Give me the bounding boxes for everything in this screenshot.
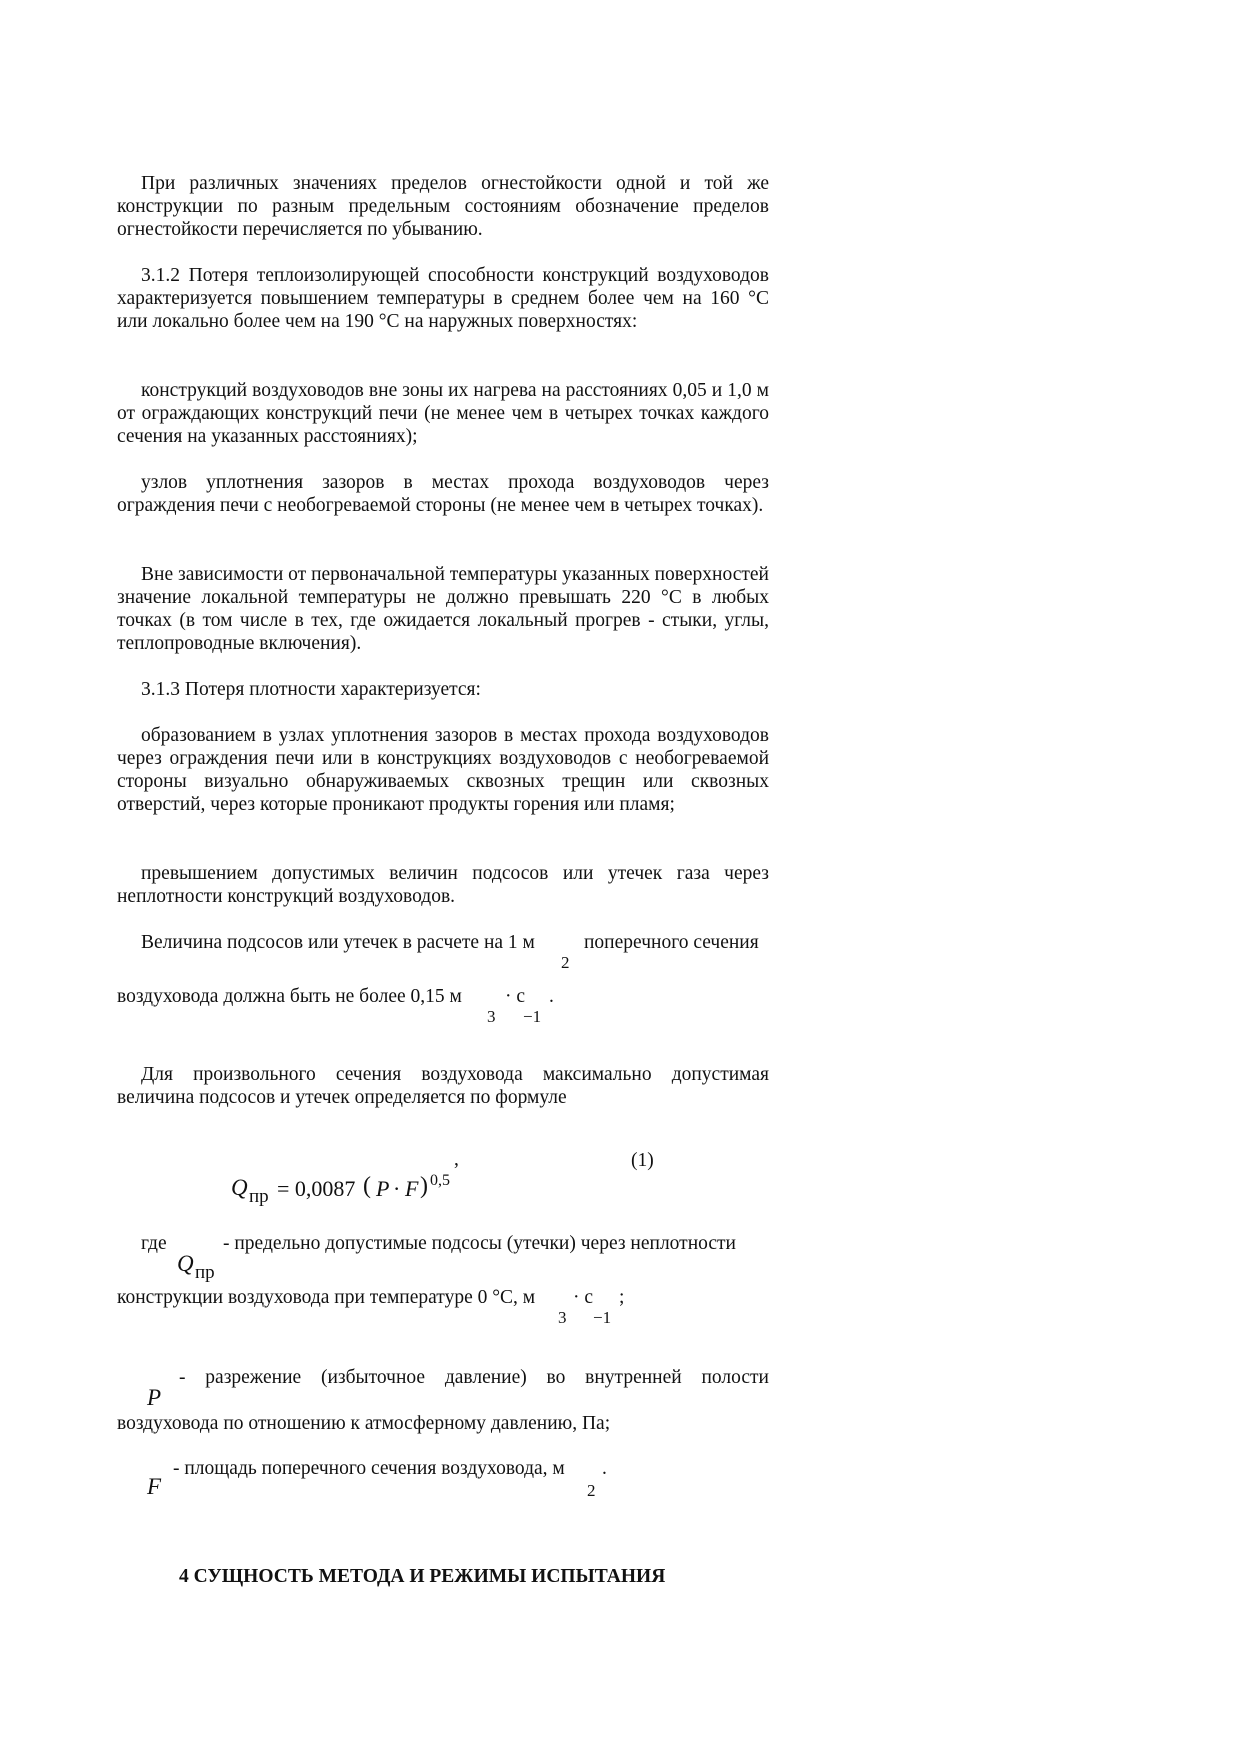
formula-comma: , — [454, 1149, 459, 1170]
definition-q-line2: конструкции воздуховода при температуре 0 °С, м — [117, 1287, 536, 1308]
paragraph-fire-resistance-order: При различных значениях пределов огнестойкости одной и той же конструкции по разным предельным состояниям обозначение пределов огнестойкости перечисляется по убыванию. — [117, 173, 769, 240]
paragraph-formula-intro: Для произвольного сечения воздуховода максимально допустимая величина подсосов и утечек определяется по формуле — [117, 1064, 769, 1108]
paragraph-seal-nodes: узлов уплотнения зазоров в местах прохода воздуховодов через ограждения печи с необогреваемой стороны (не менее чем в четырех точках). — [117, 472, 769, 516]
paragraph-3-1-2: 3.1.2 Потеря теплоизолирующей способности конструкций воздуховодов характеризуется повышением температуры в среднем более чем на 160 °С или локально более чем на 190 °С на наружных поверхностях: — [117, 265, 769, 332]
paragraph-cracks: образованием в узлах уплотнения зазоров в местах прохода воздуховодов через ограждения печи или в конструкциях воздуховодов с необогреваемой стороны визуально обнаруживаемых сквозных трещин или сквозных отверстий, через которые проникают продукты горения или пламя; — [117, 725, 769, 815]
leak-rate-line2: воздуховода должна быть не более 0,15 м — [117, 986, 462, 1007]
definition-f-period: . — [602, 1458, 607, 1479]
leak-rate-period: . — [549, 986, 554, 1007]
definition-f-exponent: 2 — [587, 1481, 596, 1500]
definition-q-semicolon: ; — [619, 1287, 625, 1308]
formula-q-subscript: пр — [249, 1186, 269, 1207]
definition-q-seconds: · с — [573, 1287, 594, 1308]
formula-open-paren: ( — [363, 1173, 371, 1199]
paragraph-local-temperature: Вне зависимости от первоначальной температуры указанных поверхностей значение локальной температуры не должно превышать 220 °С в любых точках (в том числе в тех, где ожидается локальный прогрев - стыки, углы, теплопроводные включения). — [117, 564, 769, 654]
formula-f-symbol: F — [405, 1176, 419, 1201]
leak-rate-m-exponent: 3 — [487, 1007, 496, 1026]
where-label: где — [141, 1233, 167, 1254]
formula-p-symbol: P — [376, 1176, 390, 1201]
formula-number: (1) — [631, 1150, 654, 1171]
leak-rate-unit-exponent: 2 — [561, 953, 570, 972]
definition-q-s-exponent: −1 — [593, 1308, 612, 1327]
leak-rate-line1-tail: поперечного сечения — [584, 932, 759, 953]
definition-p-description: - разрежение (избыточное давление) во внутренней полости — [179, 1367, 769, 1388]
section-heading: 4 СУЩНОСТЬ МЕТОДА И РЕЖИМЫ ИСПЫТАНИЯ — [179, 1566, 666, 1587]
formula-q-symbol: Q — [231, 1175, 248, 1200]
definition-p-symbol: P — [147, 1385, 162, 1410]
definition-f-symbol: F — [147, 1474, 162, 1499]
leak-rate-line1: Величина подсосов или утечек в расчете на 1 м — [141, 932, 535, 953]
leak-rate-seconds: · с — [505, 986, 526, 1007]
definition-q-description: - предельно допустимые подсосы (утечки) через неплотности — [223, 1233, 736, 1254]
definition-p-line2: воздуховода по отношению к атмосферному давлению, Па; — [117, 1413, 611, 1434]
definition-q-m-exponent: 3 — [558, 1308, 567, 1327]
paragraph-duct-zone: конструкций воздуховодов вне зоны их нагрева на расстояниях 0,05 и 1,0 м от ограждающих конструкций печи (не менее чем в четырех точках каждого сечения на указанных расстояниях); — [117, 380, 769, 447]
formula-exponent: 0,5 — [430, 1172, 450, 1189]
paragraph-3-1-3: 3.1.3 Потеря плотности характеризуется: — [141, 679, 481, 700]
formula-close-paren: ) — [420, 1173, 428, 1199]
definition-f-description: - площадь поперечного сечения воздуховода, м — [173, 1458, 565, 1479]
paragraph-leak-excess: превышением допустимых величин подсосов или утечек газа через неплотности конструкций воздуховодов. — [117, 863, 769, 907]
leak-rate-s-exponent: −1 — [523, 1007, 542, 1026]
formula-multiply-dot: · — [393, 1176, 401, 1201]
definition-q-subscript: пр — [195, 1262, 215, 1283]
formula-coefficient: = 0,0087 — [277, 1176, 356, 1201]
definition-q-symbol: Q — [177, 1251, 194, 1276]
